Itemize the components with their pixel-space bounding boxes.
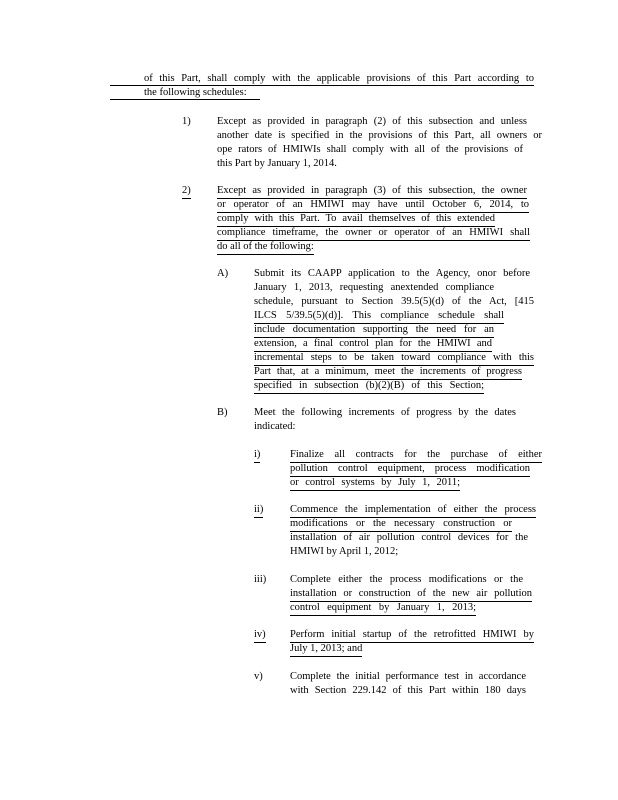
item-number: 1) bbox=[182, 116, 191, 127]
item-text-line: indicated: bbox=[254, 421, 296, 432]
item-text-line: extension, a final control plan for the HMIWI and bbox=[254, 337, 492, 352]
subitem-text-line: or control systems by July 1, 2011; bbox=[290, 476, 460, 491]
item-text-line: Except as provided in paragraph (2) of this subsection and unless bbox=[217, 116, 527, 127]
item-letter: B) bbox=[217, 407, 228, 418]
item-text-line: ope rators of HMIWIs shall comply with all of the provisions of bbox=[217, 144, 523, 155]
item-text-line: January 1, 2013, requesting anextended compliance bbox=[254, 282, 494, 293]
subitem-text-line: Finalize all contracts for the purchase of either bbox=[290, 448, 542, 463]
intro-line: of this Part, shall comply with the applicable provisions of this Part according to bbox=[110, 72, 534, 86]
subitem-number: ii) bbox=[254, 503, 263, 518]
item-number: 2) bbox=[182, 184, 191, 199]
item-text-line: Part that, at a minimum, meet the increments of progress bbox=[254, 365, 522, 380]
subitem-text-line: Perform initial startup of the retrofitted HMIWI by bbox=[290, 628, 534, 643]
item-text-line: Submit its CAAPP application to the Agency, onor before bbox=[254, 268, 530, 279]
item-text-line: comply with this Part. To avail themselves of this extended bbox=[217, 212, 495, 227]
item-text-line: include documentation supporting the need for an bbox=[254, 323, 494, 338]
item-text-line: compliance timeframe, the owner or operator of an HMIWI shall bbox=[217, 226, 530, 241]
subitem-text-line: with Section 229.142 of this Part within 180 days bbox=[290, 685, 526, 696]
subitem-number: iii) bbox=[254, 574, 267, 585]
subitem-text-line: pollution control equipment, process modification bbox=[290, 462, 530, 477]
item-text-line: this Part by January 1, 2014. bbox=[217, 158, 337, 169]
item-text-line: another date is specified in the provisions of this Part, all owners or bbox=[217, 130, 542, 141]
item-text-line: or operator of an HMIWI may have until October 6, 2014, to bbox=[217, 198, 529, 213]
subitem-number: iv) bbox=[254, 628, 266, 643]
subitem-text-line: HMIWI by April 1, 2012; bbox=[290, 546, 399, 557]
item-text-line: Meet the following increments of progress by the dates bbox=[254, 407, 516, 418]
intro-line: the following schedules: bbox=[110, 86, 260, 100]
item-text-line: specified in subsection (b)(2)(B) of this Section; bbox=[254, 379, 484, 394]
item-letter: A) bbox=[217, 268, 229, 279]
item-text-line: incremental steps to be taken toward compliance with this bbox=[254, 351, 534, 366]
subitem-text-line: modifications or the necessary construction or bbox=[290, 517, 512, 532]
item-text-line: do all of the following: bbox=[217, 240, 314, 255]
subitem-text-line: installation of air pollution control devices for the bbox=[290, 532, 528, 543]
subitem-text-line: control equipment by January 1, 2013; bbox=[290, 601, 476, 616]
subitem-text-line: Complete the initial performance test in accordance bbox=[290, 671, 526, 682]
item-text-line: ILCS 5/39.5(5)(d)]. This compliance schedule shall bbox=[254, 309, 504, 324]
item-text-line: schedule, pursuant to Section 39.5(5)(d) of the Act, [415 bbox=[254, 296, 534, 307]
subitem-number: v) bbox=[254, 671, 263, 682]
subitem-text-line: Complete either the process modifications or the bbox=[290, 574, 523, 585]
subitem-text-line: installation or construction of the new air pollution bbox=[290, 587, 532, 602]
item-text-line: Except as provided in paragraph (3) of this subsection, the owner bbox=[217, 184, 527, 199]
subitem-number: i) bbox=[254, 448, 260, 463]
subitem-text-line: July 1, 2013; and bbox=[290, 642, 362, 657]
subitem-text-line: Commence the implementation of either the process bbox=[290, 503, 536, 518]
